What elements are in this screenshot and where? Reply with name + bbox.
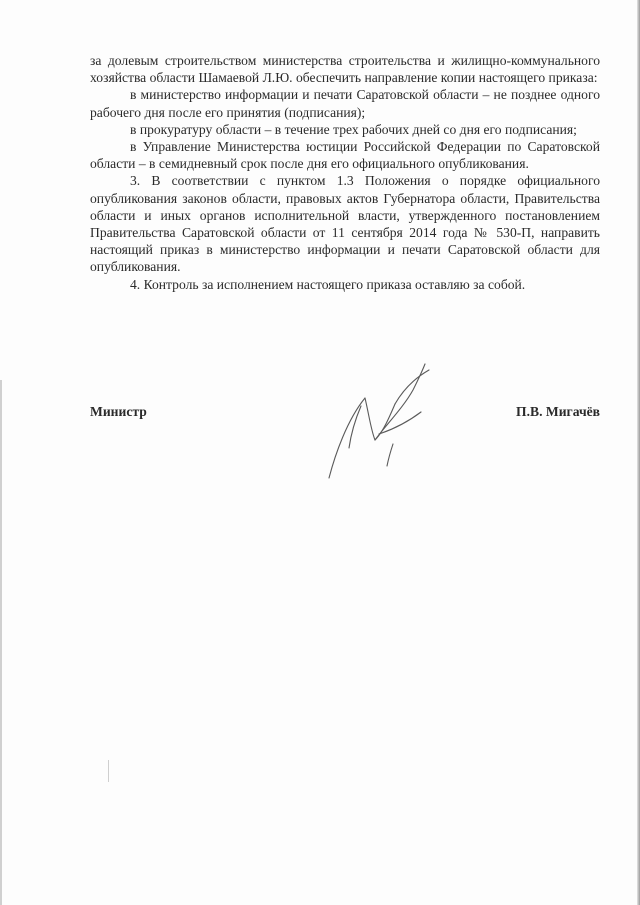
paragraph-distribution-intro: за долевым строительством министерства строительства и жилищно-коммунального хозяйства области Шамаевой Л.Ю. обеспечить направление копии настоящего приказа: [90, 53, 600, 86]
scan-artifact [108, 760, 109, 782]
paragraph-prosecutor: в прокуратуру области – в течение трех рабочих дней со дня его подписания; [130, 121, 577, 137]
handwritten-signature [325, 360, 445, 485]
paragraph-item-3: 3. В соответствии с пунктом 1.3 Положения о порядке официального опубликования законов области, правовых актов Губернатора области, Правительства области и иных органов исполнительной власти, утвержденного постановлением Правительства Саратовской области от 11 сентября 2014 года № 530-П, направить настоящий приказ в министерство информации и печати Саратовской области для опубликования. [90, 173, 600, 275]
scan-edge-left [0, 380, 2, 905]
document-body [90, 52, 600, 293]
paragraph-justice-department: в Управление Министерства юстиции Российской Федерации по Саратовской области – в семидневный срок после дня его официального опубликования. [90, 139, 600, 172]
paragraph-item-4: 4. Контроль за исполнением настоящего приказа оставляю за собой. [130, 276, 526, 292]
signatory-title: Министр [90, 404, 147, 419]
signatory-name: П.В. Мигачёв [516, 404, 600, 419]
paragraph-ministry-information: в министерство информации и печати Саратовской области – не позднее одного рабочего дня после его принятия (подписания); [90, 87, 600, 120]
